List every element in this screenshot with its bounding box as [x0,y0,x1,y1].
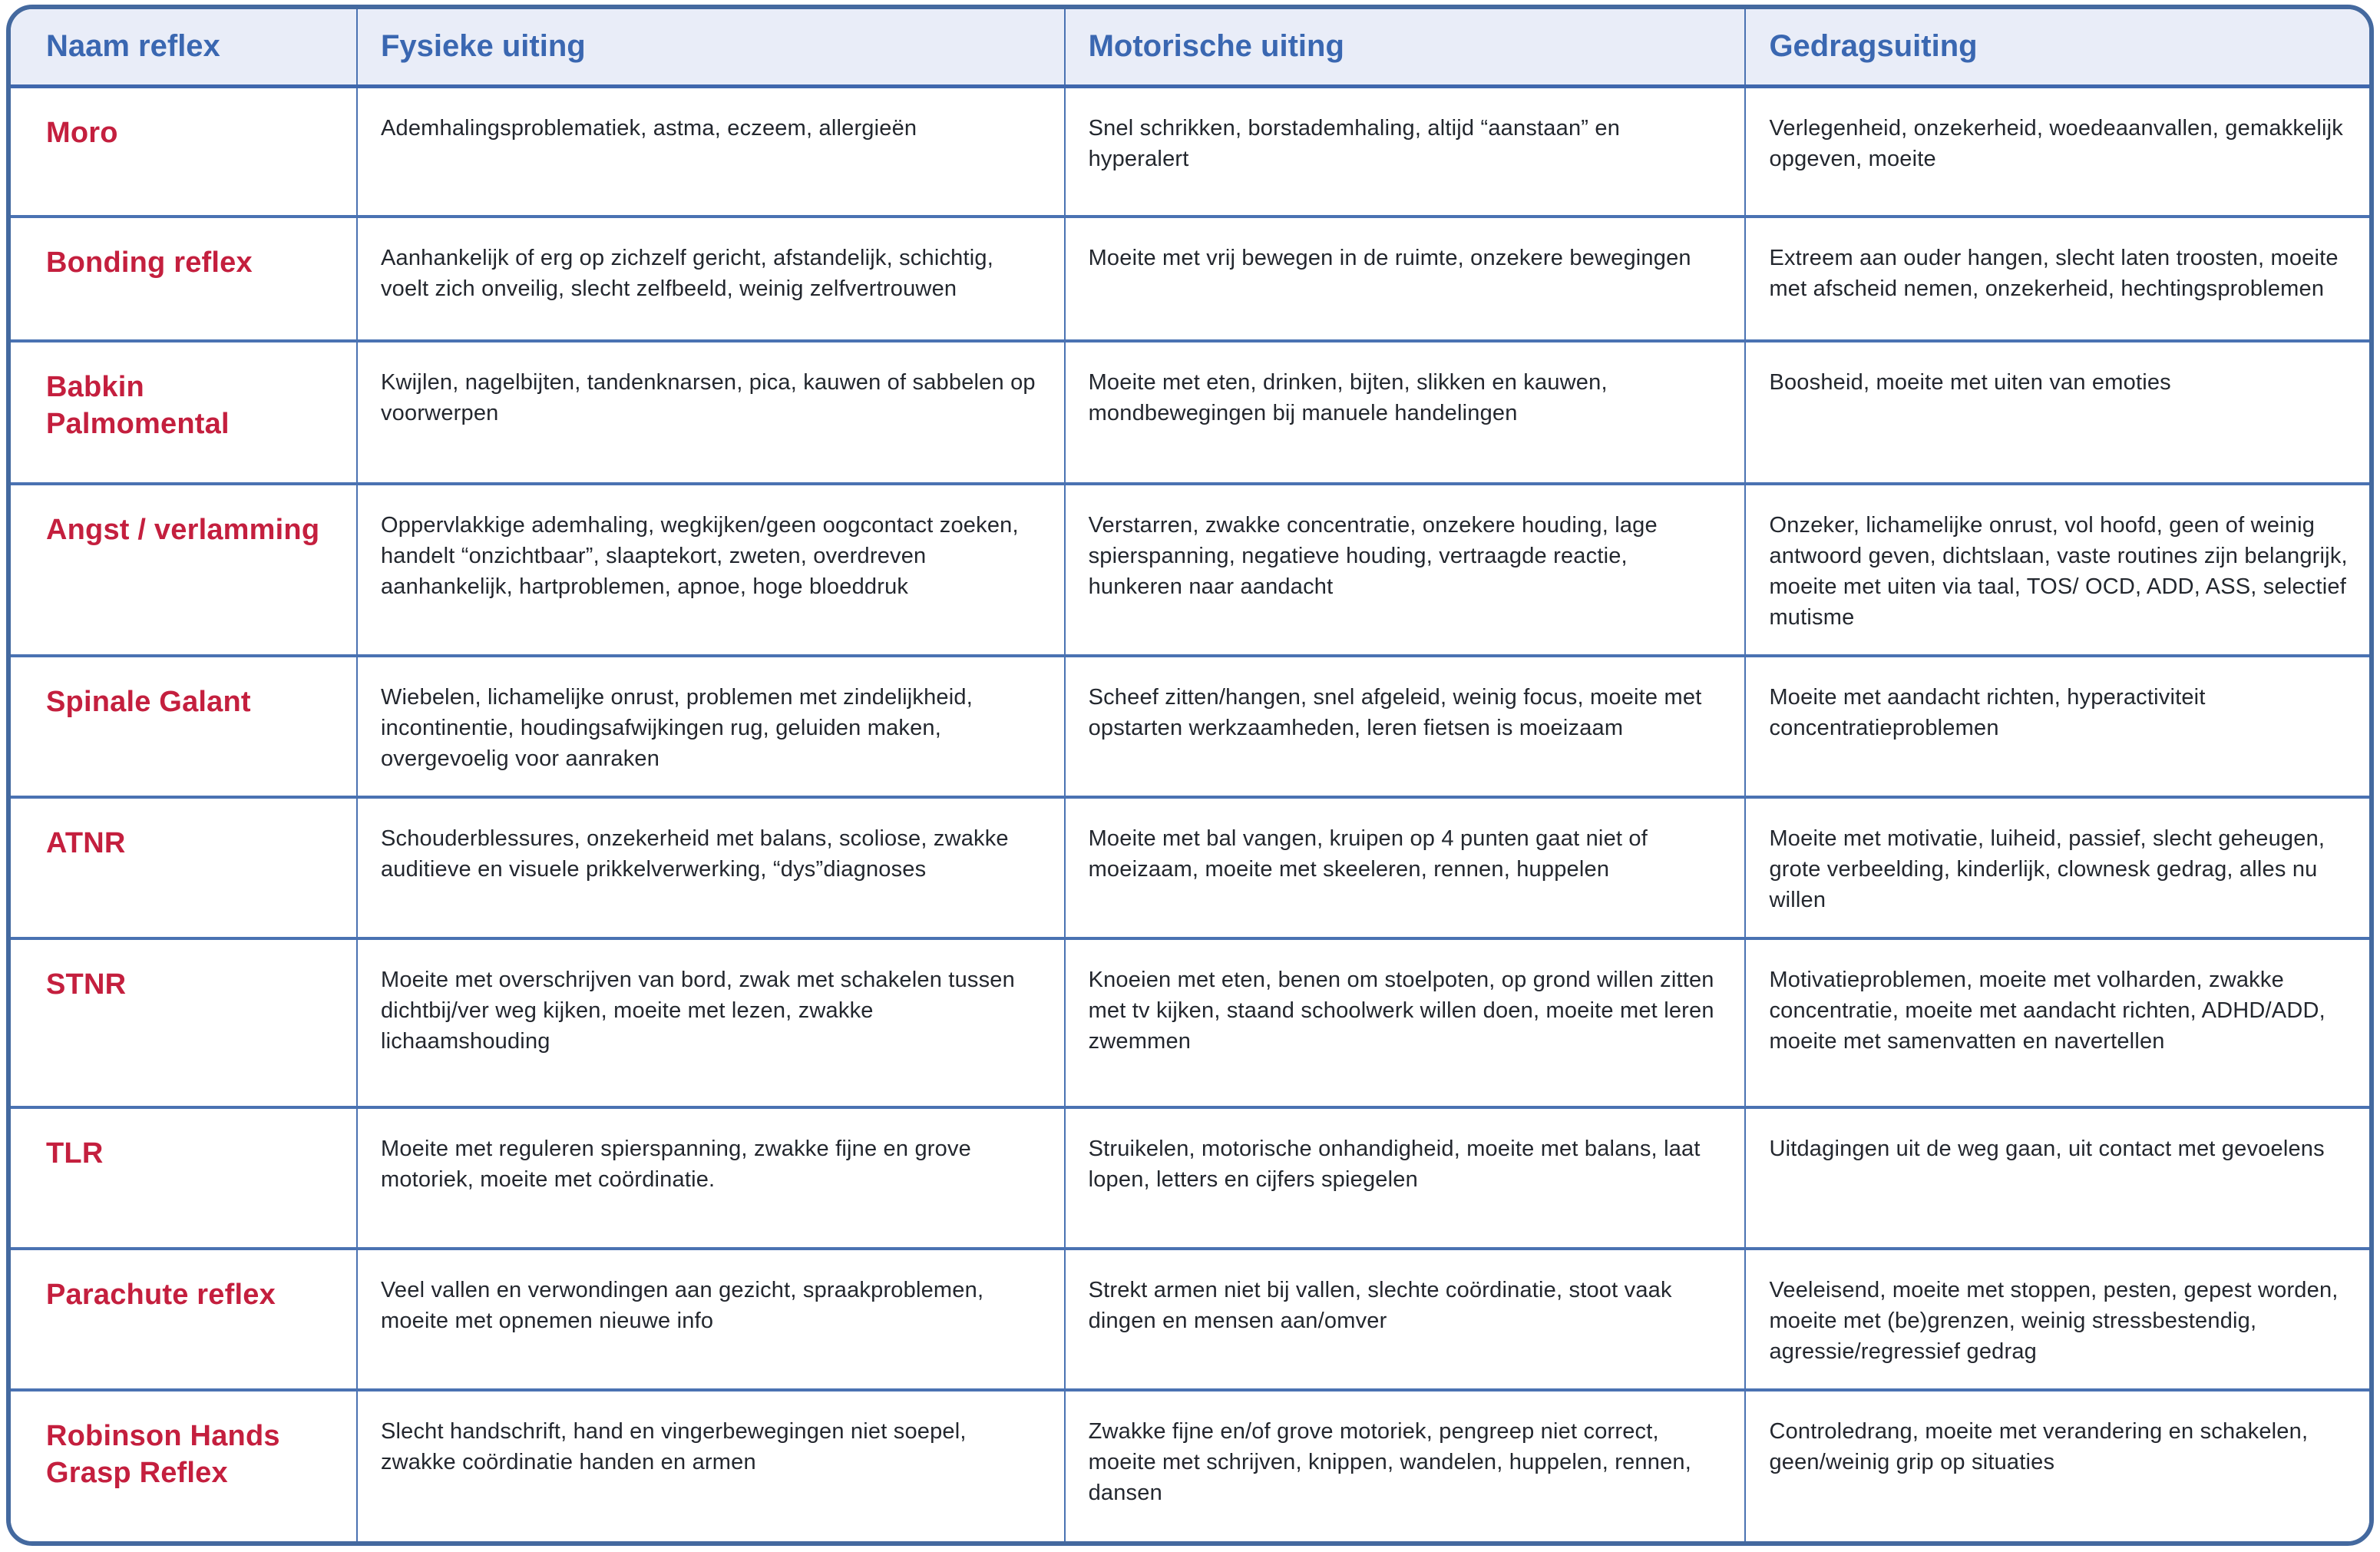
table-row-stnr [11,938,2369,1107]
gedragsuiting-cell: Moeite met aandacht richten, hyperactiviteit concentratieproblemen [1745,656,2369,797]
gedragsuiting-cell: Moeite met motivatie, luiheid, passief, slecht geheugen, grote verbeelding, kinderlijk, clownesk gedrag, alles nu willen [1745,797,2369,938]
fysieke-uiting-cell: Kwijlen, nagelbijten, tandenknarsen, pica, kauwen of sabbelen op voorwerpen [357,341,1065,484]
reflex-name-cell: Spinale Galant [11,656,357,797]
column-header-fysieke-uiting: Fysieke uiting [357,9,1065,86]
motorische-uiting-cell: Knoeien met eten, benen om stoelpoten, op grond willen zitten met tv kijken, staand schoolwerk willen doen, moeite met leren zwemmen [1065,938,1746,1107]
gedragsuiting-cell: Onzeker, lichamelijke onrust, vol hoofd, geen of weinig antwoord geven, dichtslaan, vaste routines zijn belangrijk, moeite met uiten via taal, TOS/ OCD, ADD, ASS, selectief mutisme [1745,484,2369,656]
fysieke-uiting-cell: Moeite met reguleren spierspanning, zwakke fijne en grove motoriek, moeite met coördinatie. [357,1107,1065,1249]
table-row-bonding-reflex [11,217,2369,341]
column-header-naam-reflex: Naam reflex [11,9,357,86]
table-row-atnr [11,797,2369,938]
fysieke-uiting-cell: Veel vallen en verwondingen aan gezicht, spraakproblemen, moeite met opnemen nieuwe info [357,1249,1065,1390]
table-row-tlr [11,1107,2369,1249]
reflex-name-cell: STNR [11,938,357,1107]
reflex-table [11,9,2369,1544]
motorische-uiting-cell: Struikelen, motorische onhandigheid, moeite met balans, laat lopen, letters en cijfers spiegelen [1065,1107,1746,1249]
reflex-name-cell: Angst / verlamming [11,484,357,656]
fysieke-uiting-cell: Ademhalingsproblematiek, astma, eczeem, allergieën [357,86,1065,217]
reflex-name-cell: TLR [11,1107,357,1249]
reflex-name-cell: Moro [11,86,357,217]
reflex-name-cell: Bonding reflex [11,217,357,341]
motorische-uiting-cell: Snel schrikken, borstademhaling, altijd “aanstaan” en hyperalert [1065,86,1746,217]
gedragsuiting-cell: Controledrang, moeite met verandering en schakelen, geen/weinig grip op situaties [1745,1390,2369,1544]
motorische-uiting-cell: Strekt armen niet bij vallen, slechte coördinatie, stoot vaak dingen en mensen aan/omver [1065,1249,1746,1390]
table-row-robinson-hands-grasp-reflex [11,1390,2369,1544]
gedragsuiting-cell: Veeleisend, moeite met stoppen, pesten, gepest worden, moeite met (be)grenzen, weinig stressbestendig, agressie/regressief gedrag [1745,1249,2369,1390]
column-header-motorische-uiting: Motorische uiting [1065,9,1746,86]
fysieke-uiting-cell: Wiebelen, lichamelijke onrust, problemen met zindelijkheid, incontinentie, houdingsafwijkingen rug, geluiden maken, overgevoelig voor aanraken [357,656,1065,797]
table-row-babkin-palmomental [11,341,2369,484]
table-row-moro [11,86,2369,217]
motorische-uiting-cell: Moeite met vrij bewegen in de ruimte, onzekere bewegingen [1065,217,1746,341]
reflex-name-cell: Parachute reflex [11,1249,357,1390]
table-row-spinale-galant [11,656,2369,797]
motorische-uiting-cell: Moeite met eten, drinken, bijten, slikken en kauwen, mondbewegingen bij manuele handelingen [1065,341,1746,484]
table-row-parachute-reflex [11,1249,2369,1390]
table-row-angst-verlamming [11,484,2369,656]
gedragsuiting-cell: Boosheid, moeite met uiten van emoties [1745,341,2369,484]
reflex-name-cell: Babkin Palmomental [11,341,357,484]
gedragsuiting-cell: Verlegenheid, onzekerheid, woedeaanvallen, gemakkelijk opgeven, moeite [1745,86,2369,217]
fysieke-uiting-cell: Oppervlakkige ademhaling, wegkijken/geen oogcontact zoeken, handelt “onzichtbaar”, slaaptekort, zweten, overdreven aanhankelijk, hartproblemen, apnoe, hoge bloeddruk [357,484,1065,656]
reflex-table-container [6,5,2374,1546]
fysieke-uiting-cell: Slecht handschrift, hand en vingerbewegingen niet soepel, zwakke coördinatie handen en armen [357,1390,1065,1544]
gedragsuiting-cell: Extreem aan ouder hangen, slecht laten troosten, moeite met afscheid nemen, onzekerheid, hechtingsproblemen [1745,217,2369,341]
motorische-uiting-cell: Moeite met bal vangen, kruipen op 4 punten gaat niet of moeizaam, moeite met skeeleren, rennen, huppelen [1065,797,1746,938]
column-header-gedragsuiting: Gedragsuiting [1745,9,2369,86]
fysieke-uiting-cell: Aanhankelijk of erg op zichzelf gericht, afstandelijk, schichtig, voelt zich onveilig, slecht zelfbeeld, weinig zelfvertrouwen [357,217,1065,341]
fysieke-uiting-cell: Schouderblessures, onzekerheid met balans, scoliose, zwakke auditieve en visuele prikkelverwerking, “dys”diagnoses [357,797,1065,938]
motorische-uiting-cell: Scheef zitten/hangen, snel afgeleid, weinig focus, moeite met opstarten werkzaamheden, leren fietsen is moeizaam [1065,656,1746,797]
reflex-name-cell: Robinson Hands Grasp Reflex [11,1390,357,1544]
gedragsuiting-cell: Motivatieproblemen, moeite met volharden, zwakke concentratie, moeite met aandacht richten, ADHD/ADD, moeite met samenvatten en navertellen [1745,938,2369,1107]
motorische-uiting-cell: Zwakke fijne en/of grove motoriek, pengreep niet correct, moeite met schrijven, knippen, wandelen, huppelen, rennen, dansen [1065,1390,1746,1544]
reflex-name-cell: ATNR [11,797,357,938]
table-header-row [11,9,2369,86]
fysieke-uiting-cell: Moeite met overschrijven van bord, zwak met schakelen tussen dichtbij/ver weg kijken, moeite met lezen, zwakke lichaamshouding [357,938,1065,1107]
motorische-uiting-cell: Verstarren, zwakke concentratie, onzekere houding, lage spierspanning, negatieve houding, vertraagde reactie, hunkeren naar aandacht [1065,484,1746,656]
gedragsuiting-cell: Uitdagingen uit de weg gaan, uit contact met gevoelens [1745,1107,2369,1249]
